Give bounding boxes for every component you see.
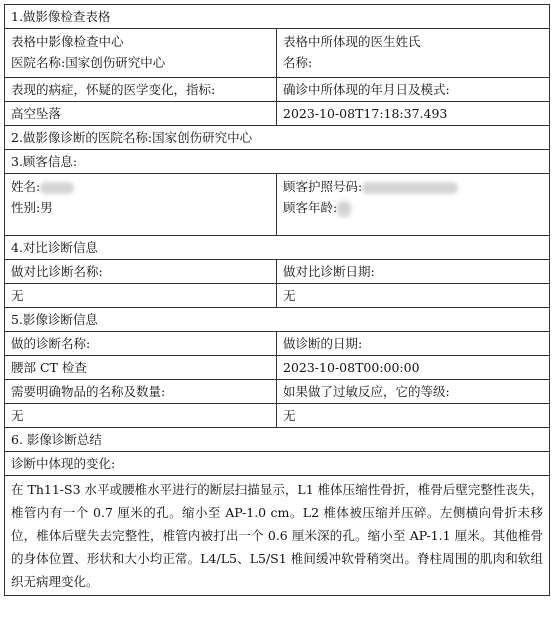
section-1-title: 1.做影像检查表格 [5,5,550,29]
allergy-level-value: 无 [277,404,550,428]
section-1-answer-row [5,102,550,126]
diagnosis-changes-label: 诊断中体现的变化: [5,452,550,476]
age-label: 顾客年龄: [283,200,338,215]
diagnosis-date-value: 2023-10-08T00:00:00 [277,356,550,380]
medical-report [4,4,549,596]
customer-name [11,176,270,197]
diagnosis-datetime-value: 2023-10-08T17:18:37.493 [277,102,550,126]
diagnosis-date-label: 做诊断的日期: [277,332,550,356]
section-6-title: 6. 影像诊断总结 [5,428,550,452]
comparison-name-label: 做对比诊断名称: [5,260,277,284]
imaging-center-label: 表格中影像检查中心 [11,34,124,49]
allergy-level-label: 如果做了过敏反应，它的等级: [277,380,550,404]
section-1-center-row [5,29,550,78]
doctor-cell [277,29,550,78]
diagnosis-name-value: 腰部 CT 检查 [5,356,277,380]
section-2-header [5,126,550,150]
section-5-question-row-1 [5,332,550,356]
customer-gender: 性别:男 [11,200,53,215]
diagnosis-summary-text: 在 Th11-S3 水平或腰椎水平进行的断层扫描显示，L1 椎体压缩性骨折，椎骨后壁完整性丧失，椎管内有一个 0.7 厘米的孔。缩小至 AP-1.0 cm。L2 椎体被压缩并压碎。左侧横向骨折未移位，椎体后壁失去完整性，椎管内被打出一个 0.6 厘米深的孔。缩小至 AP-1.1 厘米。其他椎骨的身体位置、形状和大小均正常。L4/L5、L5/S1 椎间缓冲软骨稍突出。脊柱周围的肌肉和软组织无病理变化。 [5,476,550,596]
section-3-title: 3.顾客信息: [5,150,550,174]
section-1-header [5,5,550,29]
items-label: 需要明确物品的名称及数量: [5,380,277,404]
section-5-answer-row-2 [5,404,550,428]
customer-right-cell [277,174,550,236]
customer-info-row [5,174,550,236]
symptoms-value: 高空坠落 [5,102,277,126]
section-5-question-row-2 [5,380,550,404]
passport-label: 顾客护照号码: [283,179,363,194]
customer-passport [283,176,543,197]
doctor-name-label: 名称: [283,55,313,70]
redacted-name [40,182,74,194]
section-6-subtitle-row [5,452,550,476]
report-table [4,4,550,596]
redacted-age [337,201,351,217]
section-3-header [5,150,550,174]
section-4-answer-row [5,284,550,308]
name-label: 姓名: [11,179,41,194]
section-1-question-row [5,78,550,102]
imaging-center-cell [5,29,277,78]
comparison-date-value: 无 [277,284,550,308]
diagnosis-name-label: 做的诊断名称: [5,332,277,356]
comparison-date-label: 做对比诊断日期: [277,260,550,284]
hospital-name: 医院名称:国家创伤研究中心 [11,55,166,70]
section-4-question-row [5,260,550,284]
section-2-title: 2.做影像诊断的医院名称:国家创伤研究中心 [5,126,550,150]
customer-left-cell [5,174,277,236]
doctor-surname-label: 表格中所体现的医生姓氏 [283,34,421,49]
section-5-title: 5.影像诊断信息 [5,308,550,332]
comparison-name-value: 无 [5,284,277,308]
section-5-header [5,308,550,332]
section-5-answer-row-1 [5,356,550,380]
diagnosis-datetime-label: 确诊中所体现的年月日及模式: [277,78,550,102]
section-6-text-row [5,476,550,596]
section-4-header [5,236,550,260]
section-6-header [5,428,550,452]
redacted-passport [362,182,458,194]
section-4-title: 4.对比诊断信息 [5,236,550,260]
symptoms-label: 表现的病症，怀疑的医学变化，指标: [5,78,277,102]
customer-age [283,197,543,218]
items-value: 无 [5,404,277,428]
